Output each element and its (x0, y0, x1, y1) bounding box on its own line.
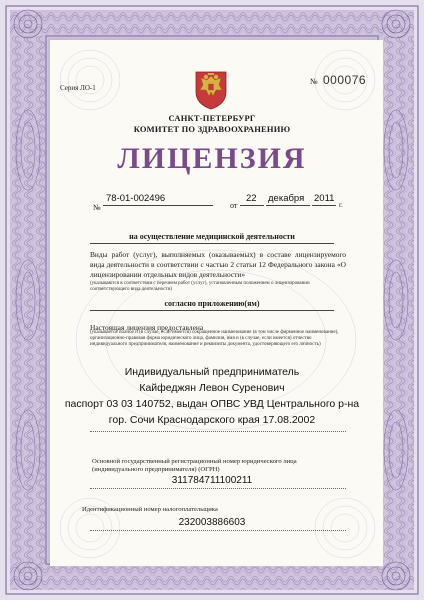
appendix-reference: согласно приложению(ям) (164, 299, 260, 308)
passport-line-2: гор. Сочи Краснодарского края 17.08.2002 (108, 414, 316, 426)
inn-value: 232003886603 (178, 517, 246, 528)
grantee-underline (90, 431, 346, 432)
ogrn-underline (90, 488, 346, 489)
date-from-label: от (230, 201, 238, 210)
grantee-intro: Настоящая лицензия предоставлена (90, 323, 204, 332)
grantee-type: Индивидуальный предприниматель (124, 366, 300, 378)
form-number: 000076 (323, 73, 367, 87)
month-underline (266, 205, 310, 206)
series-label: Серия ЛО-1 (60, 84, 96, 92)
ogrn-value: 311784711100211 (171, 475, 253, 486)
license-number-underline (103, 205, 213, 206)
year-suffix: г. (339, 201, 343, 209)
license-month: декабря (268, 193, 305, 204)
grantee-name: Кайфеджян Левон Суренович (139, 382, 285, 394)
year-underline (312, 205, 336, 206)
activity-heading-underline (90, 243, 334, 244)
ogrn-label-line-1: Основной государственный регистрационный номер юридического лица (92, 458, 297, 465)
inn-underline (90, 530, 346, 531)
coat-of-arms-icon (192, 68, 230, 110)
appendix-underline (90, 310, 334, 311)
number-sign: № (310, 77, 318, 86)
inn-label: Идентификационный номер налогоплательщика (82, 506, 218, 513)
license-number: 78-01-002496 (106, 193, 166, 204)
activity-fine-print: (указываются в соответствии с перечнем работ (услуг), установленным положением о лицензировании соответствующего вида деятельности) (90, 281, 310, 292)
day-underline (240, 205, 264, 206)
activity-description: Виды работ (услуг), выполняемых (оказываемых) в составе лицензируемого вида деятельности в соответствии с частью 2 статьи 12 Федерального закона «О лицензировании отдельных видов деятельности» (90, 250, 346, 279)
passport-line-1: паспорт 03 03 140752, выдан ОПВС УВД Центрального р-на (64, 398, 360, 410)
license-year: 2011 (314, 193, 335, 204)
license-day: 22 (246, 193, 257, 204)
document-title: ЛИЦЕНЗИЯ (117, 142, 307, 175)
activity-heading: на осуществление медицинской деятельности (129, 232, 295, 241)
license-number-sign: № (93, 203, 101, 212)
ogrn-label-line-2: (индивидуального предпринимателя) (ОГРН) (92, 466, 220, 473)
issuer-committee: КОМИТЕТ ПО ЗДРАВООХРАНЕНИЮ (133, 124, 291, 134)
issuer-city: САНКТ-ПЕТЕРБУРГ (168, 113, 256, 123)
grantee-fine-print: (указывается полное и (в случае, если имеется) сокращенное наименование (в том числе фирменное наименование), организационно-правовая форма юридического лица, фамилия, имя и (в случае, если имеется) отчество индивидуального предпринимателя, наименование и реквизиты документа, удостоверяющего его личность) (90, 330, 339, 347)
